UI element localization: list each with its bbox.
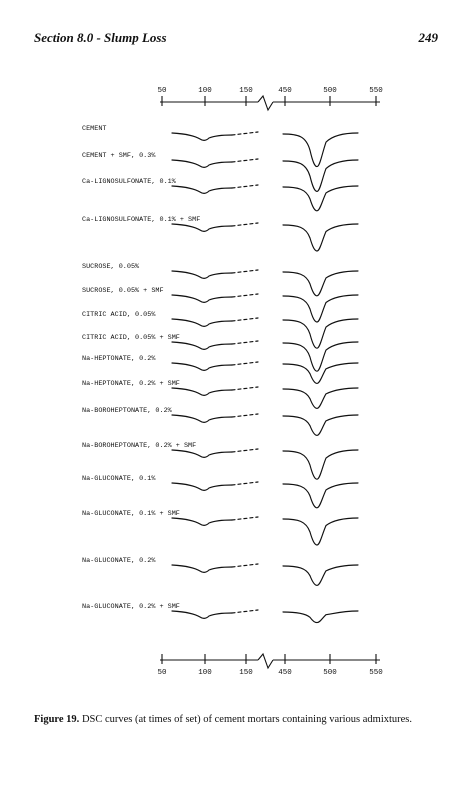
figure-caption xyxy=(34,713,452,726)
dsc-curve-low xyxy=(172,565,232,572)
dsc-curve-low-dashed xyxy=(232,341,258,344)
bottom-tick-label: 100 xyxy=(198,669,212,677)
top-axis-break xyxy=(258,96,273,110)
dsc-curve-low-dashed xyxy=(232,482,258,485)
bottom-tick-label: 500 xyxy=(323,669,337,677)
dsc-curve-high xyxy=(283,388,358,408)
curve-label: SUCROSE, 0.05% xyxy=(82,263,140,271)
curve-label: Na-BOROHEPTONATE, 0.2% + SMF xyxy=(82,442,197,450)
curve-label: Na-HEPTONATE, 0.2% xyxy=(82,355,156,363)
dsc-rows xyxy=(82,125,358,623)
curve-label: Na-GLUCONATE, 0.1% + SMF xyxy=(82,510,180,518)
dsc-curve-low xyxy=(172,363,232,370)
dsc-curve-low-dashed xyxy=(232,294,258,297)
dsc-curve-high xyxy=(283,271,358,296)
top-tick-label: 50 xyxy=(157,87,167,95)
curve-label: Na-GLUCONATE, 0.1% xyxy=(82,475,156,483)
bottom-axis xyxy=(157,654,383,677)
dsc-curve-low-dashed xyxy=(232,132,258,135)
dsc-curve-low-dashed xyxy=(232,318,258,321)
dsc-curve-low xyxy=(172,483,232,490)
figure-caption-label: Figure 19. xyxy=(34,714,80,725)
dsc-curve-low xyxy=(172,295,232,302)
curve-label: Na-HEPTONATE, 0.2% + SMF xyxy=(82,380,180,388)
curve-label: Na-BOROHEPTONATE, 0.2% xyxy=(82,407,172,415)
dsc-curve-high xyxy=(283,450,358,479)
dsc-curve-low-dashed xyxy=(232,517,258,520)
dsc-curve-low xyxy=(172,319,232,326)
figure-caption-text: DSC curves (at times of set) of cement mortars containing various admixtures. xyxy=(79,714,413,725)
dsc-curve-low xyxy=(172,224,232,231)
curve-label: CEMENT xyxy=(82,125,107,133)
curve-label: SUCROSE, 0.05% + SMF xyxy=(82,287,164,295)
curve-label: CITRIC ACID, 0.05% + SMF xyxy=(82,334,180,342)
dsc-curve-low xyxy=(172,186,232,193)
dsc-curve-low xyxy=(172,160,232,167)
dsc-curve-low xyxy=(172,133,232,140)
curve-label: Ca-LIGNOSULFONATE, 0.1% xyxy=(82,178,176,186)
curve-label: CITRIC ACID, 0.05% xyxy=(82,311,156,319)
dsc-curve-low xyxy=(172,271,232,278)
running-header xyxy=(34,30,438,50)
dsc-curve-low-dashed xyxy=(232,414,258,417)
top-tick-label: 150 xyxy=(239,87,253,95)
dsc-curve-low-dashed xyxy=(232,387,258,390)
dsc-curve-low-dashed xyxy=(232,610,258,613)
curve-label: Na-GLUCONATE, 0.2% + SMF xyxy=(82,603,180,611)
dsc-curve-low-dashed xyxy=(232,270,258,273)
top-tick-label: 550 xyxy=(369,87,383,95)
curve-label: CEMENT + SMF, 0.3% xyxy=(82,152,156,160)
dsc-curve-low xyxy=(172,611,232,618)
dsc-curve-low xyxy=(172,415,232,422)
dsc-curve-low-dashed xyxy=(232,223,258,226)
curve-label: Na-GLUCONATE, 0.2% xyxy=(82,557,156,565)
dsc-curve-high xyxy=(283,518,358,545)
dsc-curve-low-dashed xyxy=(232,159,258,162)
dsc-curve-high xyxy=(283,342,358,371)
section-title: Section 8.0 - Slump Loss xyxy=(34,30,167,45)
dsc-curve-high xyxy=(283,415,358,435)
dsc-curve-low xyxy=(172,342,232,349)
dsc-curve-low-dashed xyxy=(232,449,258,452)
dsc-curve-low xyxy=(172,388,232,395)
dsc-curve-low xyxy=(172,450,232,457)
bottom-tick-label: 150 xyxy=(239,669,253,677)
dsc-figure xyxy=(0,60,472,680)
dsc-curve-high xyxy=(283,224,358,251)
dsc-curve-high xyxy=(283,186,358,211)
top-tick-label: 500 xyxy=(323,87,337,95)
dsc-curve-high xyxy=(283,295,358,322)
dsc-curve-high xyxy=(283,483,358,508)
top-axis xyxy=(157,87,383,110)
dsc-curve-high xyxy=(283,565,358,585)
dsc-curve-low-dashed xyxy=(232,185,258,188)
bottom-tick-label: 550 xyxy=(369,669,383,677)
dsc-curve-high xyxy=(283,611,358,623)
dsc-curve-low-dashed xyxy=(232,362,258,365)
bottom-tick-label: 50 xyxy=(157,669,167,677)
bottom-axis-break xyxy=(258,654,273,668)
dsc-curve-low xyxy=(172,518,232,525)
curve-label: Ca-LIGNOSULFONATE, 0.1% + SMF xyxy=(82,216,201,224)
page-number: 249 xyxy=(418,30,438,45)
bottom-tick-label: 450 xyxy=(278,669,292,677)
top-tick-label: 100 xyxy=(198,87,212,95)
dsc-curve-low-dashed xyxy=(232,564,258,567)
top-tick-label: 450 xyxy=(278,87,292,95)
